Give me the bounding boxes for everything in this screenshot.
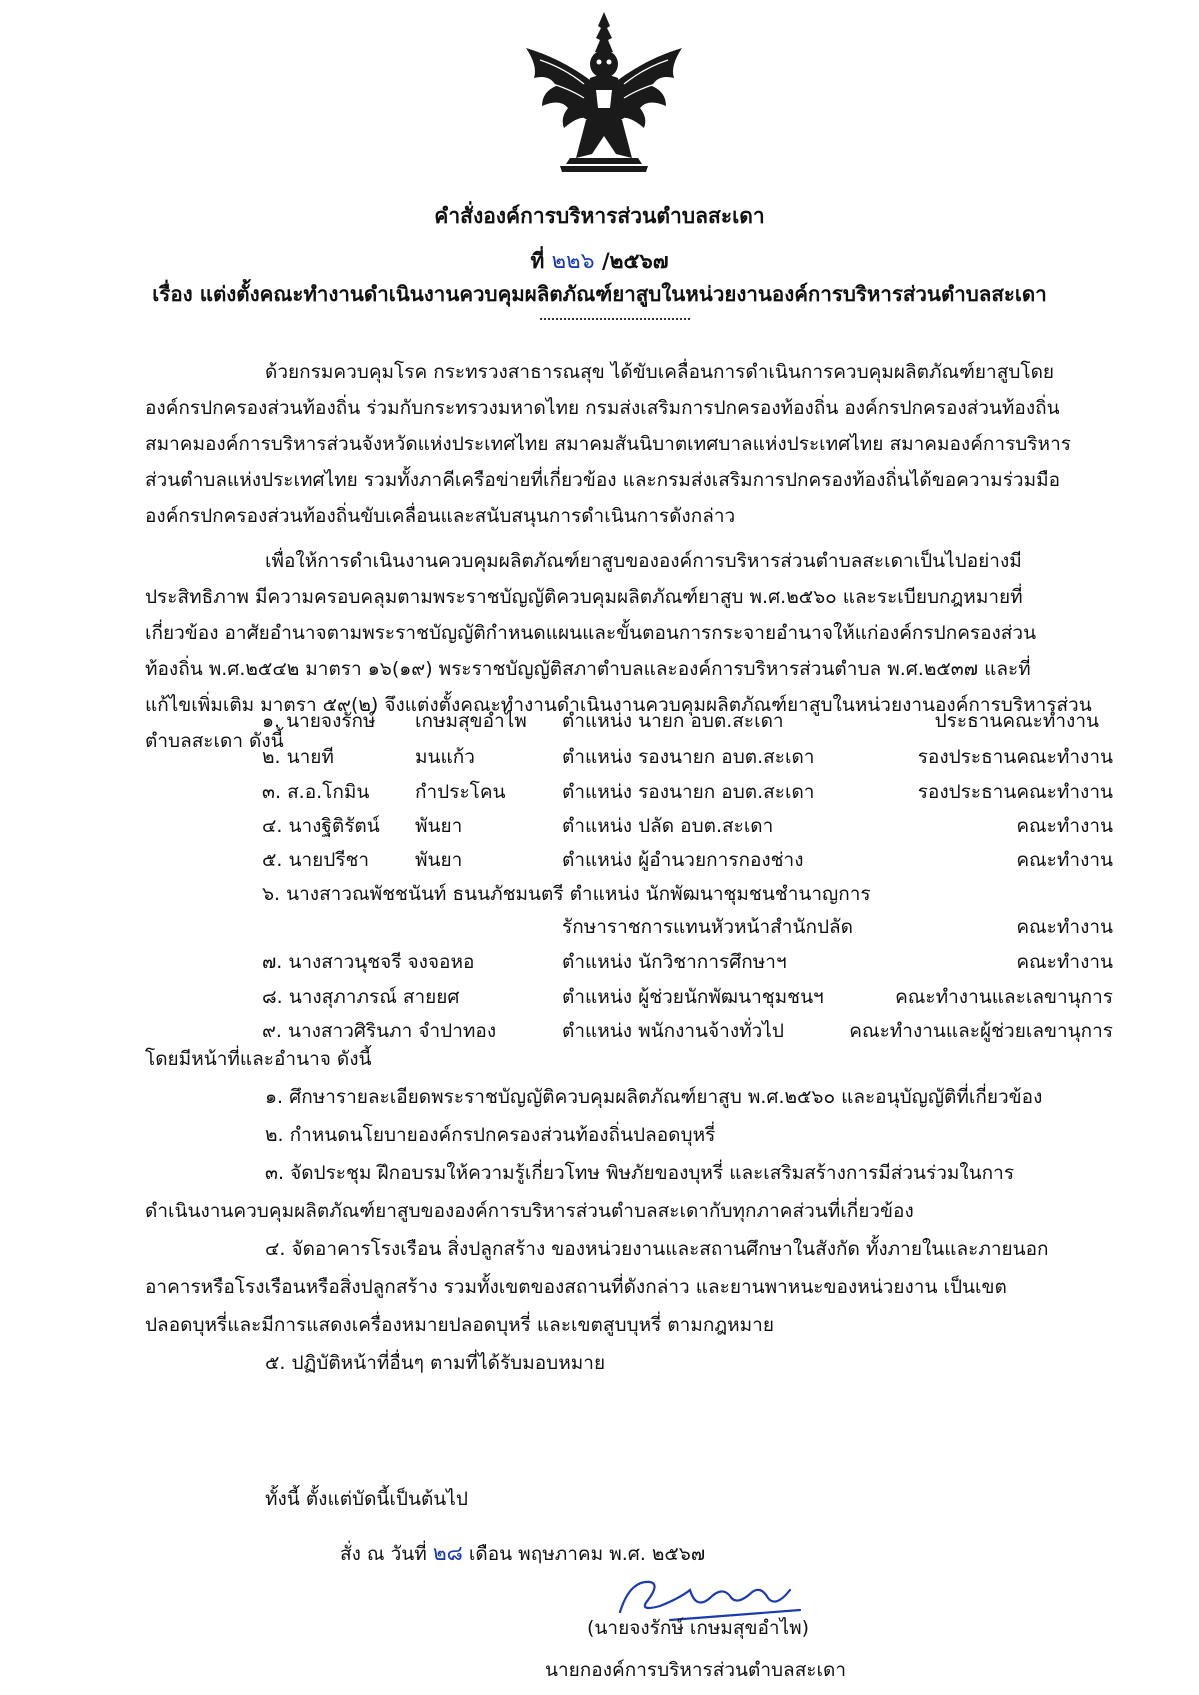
member-position: รักษาราชการแทนหัวหน้าสำนักปลัด xyxy=(562,916,853,938)
member-role: คณะทำงาน xyxy=(1016,815,1113,837)
member-role: ประธานคณะทำงาน xyxy=(934,710,1099,732)
order-number-year: /๒๕๖๗ xyxy=(601,249,669,273)
duty-item: ๑. ศึกษารายละเอียดพระราชบัญญัติควบคุมผลิตภัณฑ์ยาสูบ พ.ศ.๒๕๖๐ และอนุบัญญัติที่เกี่ยวข้อง xyxy=(265,1086,1043,1108)
order-title: คำสั่งองค์การบริหารส่วนตำบลสะเดา xyxy=(434,204,765,228)
member-row xyxy=(0,704,1199,738)
member-position: ตำแหน่ง นักวิชาการศึกษาฯ xyxy=(562,951,787,973)
paragraph-line: ประสิทธิภาพ มีความครอบคลุมตามพระราชบัญญัติควบคุมผลิตภัณฑ์ยาสูบ พ.ศ.๒๕๖๐ และระเบียบกฎหมายที่ xyxy=(145,586,1023,608)
garuda-emblem-icon xyxy=(520,8,688,180)
paragraph-background xyxy=(145,354,1105,534)
paragraph-line: แก้ไขเพิ่มเติม มาตรา ๕๙(๒) จึงแต่งตั้งคณะทำงานดำเนินงานควบคุมผลิตภัณฑ์ยาสูบในหน่วยงานองค์การบริหารส่วน xyxy=(145,694,1092,716)
order-date-prefix: สั่ง ณ วันที่ xyxy=(340,1543,427,1565)
member-row xyxy=(0,809,1199,843)
member-name: ๕. นายปรีชา xyxy=(262,849,370,871)
member-role: คณะทำงาน xyxy=(1016,849,1113,871)
order-number xyxy=(0,243,1199,278)
duties-intro: โดยมีหน้าที่และอำนาจ ดังนี้ xyxy=(145,1048,372,1070)
member-row xyxy=(0,945,1199,979)
paragraph-line: เพื่อให้การดำเนินงานควบคุมผลิตภัณฑ์ยาสูบขององค์การบริหารส่วนตำบลสะเดาเป็นไปอย่างมี xyxy=(265,550,1022,572)
member-name: ๒. นายที xyxy=(262,746,334,768)
order-day-handwritten: ๒๘ xyxy=(432,1541,463,1565)
signatory-position: นายกองค์การบริหารส่วนตำบลสะเดา xyxy=(545,1659,847,1681)
duty-item: ดำเนินงานควบคุมผลิตภัณฑ์ยาสูบขององค์การบริหารส่วนตำบลสะเดากับทุกภาคส่วนที่เกี่ยวข้อง xyxy=(145,1200,914,1222)
member-name: ๑. นายจงรักษ์ xyxy=(262,710,376,732)
member-position: ตำแหน่ง รองนายก อบต.สะเดา xyxy=(562,746,815,768)
order-number-prefix: ที่ xyxy=(530,249,545,273)
member-surname: มนแก้ว xyxy=(415,746,475,768)
title-divider xyxy=(540,318,690,320)
member-position: ตำแหน่ง รองนายก อบต.สะเดา xyxy=(562,781,815,803)
member-position: ตำแหน่ง นายก อบต.สะเดา xyxy=(562,710,784,732)
duty-item: ปลอดบุหรี่และมีการแสดงเครื่องหมายปลอดบุหรี่ และเขตสูบบุหรี่ ตามกฎหมาย xyxy=(145,1314,774,1336)
member-role: รองประธานคณะทำงาน xyxy=(917,746,1113,768)
member-surname: พันยา xyxy=(415,849,463,871)
duty-item: ๔. จัดอาคารโรงเรือน สิ่งปลูกสร้าง ของหน่วยงานและสถานศึกษาในสังกัด ทั้งภายในและภายนอก xyxy=(265,1238,1049,1260)
duty-item: ๕. ปฏิบัติหน้าที่อื่นๆ ตามที่ได้รับมอบหมาย xyxy=(265,1352,606,1374)
paragraph-line: ส่วนตำบลแห่งประเทศไทย รวมทั้งภาคีเครือข่ายที่เกี่ยวข้อง และกรมส่งเสริมการปกครองท้องถิ่นได้ขอความร่วมมือ xyxy=(145,469,1061,491)
member-name: ๗. นางสาวนุชจรี จงจอหอ xyxy=(262,951,475,973)
member-surname: เกษมสุขอำไพ xyxy=(415,710,527,732)
member-row xyxy=(0,843,1199,877)
member-position: ตำแหน่ง ผู้อำนวยการกองช่าง xyxy=(562,849,804,871)
paragraph-line: องค์กรปกครองส่วนท้องถิ่นขับเคลื่อนและสนับสนุนการดำเนินการดังกล่าว xyxy=(145,505,736,527)
member-surname: กำประโคน xyxy=(415,781,506,803)
member-role: คณะทำงาน xyxy=(1016,951,1113,973)
member-role: คณะทำงาน xyxy=(1016,916,1113,938)
member-name: ๙. นางสาวศิรินภา จำปาทอง xyxy=(262,1020,497,1042)
paragraph-line: ด้วยกรมควบคุมโรค กระทรวงสาธารณสุข ได้ขับเคลื่อนการดำเนินการควบคุมผลิตภัณฑ์ยาสูบโดย xyxy=(265,361,1055,383)
paragraph-line: สมาคมองค์การบริหารส่วนจังหวัดแห่งประเทศไทย สมาคมสันนิบาตเทศบาลแห่งประเทศไทย สมาคมองค์การบริหาร xyxy=(145,433,1071,455)
member-role: คณะทำงานและผู้ช่วยเลขานุการ xyxy=(849,1020,1113,1042)
member-name: ๘. นางสุภาภรณ์ สายยศ xyxy=(262,986,460,1008)
member-row xyxy=(0,980,1199,1014)
member-role: รองประธานคณะทำงาน xyxy=(917,781,1113,803)
paragraph-line: เกี่ยวข้อง อาศัยอำนาจตามพระราชบัญญัติกำหนดแผนและขั้นตอนการกระจายอำนาจให้แก่องค์กรปกครองส่วน xyxy=(145,622,1037,644)
member-name: ๖. นางสาวณพัชชนันท์ ธนนภัชมนตรี ตำแหน่ง นักพัฒนาชุมชนชำนาญการ xyxy=(262,883,871,905)
duties-list xyxy=(145,1040,1105,1382)
member-name: ๓. ส.อ.โกมิน xyxy=(262,781,370,803)
member-row xyxy=(0,910,1199,944)
order-date-suffix: เดือน พฤษภาคม พ.ศ. ๒๕๖๗ xyxy=(468,1543,706,1565)
duty-item: ๓. จัดประชุม ฝึกอบรมให้ความรู้เกี่ยวโทษ พิษภัยของบุหรี่ และเสริมสร้างการมีส่วนร่วมในการ xyxy=(265,1162,1015,1184)
member-position: ตำแหน่ง ผู้ช่วยนักพัฒนาชุมชนฯ xyxy=(562,986,824,1008)
paragraph-line: องค์กรปกครองส่วนท้องถิ่น ร่วมกับกระทรวงมหาดไทย กรมส่งเสริมการปกครองท้องถิ่น องค์กรปกครองส่วนท้องถิ่น xyxy=(145,397,1060,419)
effective-clause: ทั้งนี้ ตั้งแต่บัดนี้เป็นต้นไป xyxy=(265,1488,468,1510)
order-number-handwritten: ๒๒๖ xyxy=(551,249,595,274)
member-row xyxy=(0,775,1199,809)
paragraph-line: ท้องถิ่น พ.ศ.๒๕๔๒ มาตรา ๑๖(๑๙) พระราชบัญญัติสภาตำบลและองค์การบริหารส่วนตำบล พ.ศ.๒๕๓๗ และที่ xyxy=(145,658,1031,680)
member-surname: พันยา xyxy=(415,815,463,837)
member-name: ๔. นางฐิติรัตน์ xyxy=(262,815,380,837)
order-subject: เรื่อง แต่งตั้งคณะทำงานดำเนินงานควบคุมผลิตภัณฑ์ยาสูบในหน่วยงานองค์การบริหารส่วนตำบลสะเดา xyxy=(152,282,1047,306)
member-role: คณะทำงานและเลขานุการ xyxy=(895,986,1113,1008)
signatory-name: (นายจงรักษ์ เกษมสุขอำไพ) xyxy=(587,1617,810,1639)
duty-item: อาคารหรือโรงเรือนหรือสิ่งปลูกสร้าง รวมทั้งเขตของสถานที่ดังกล่าว และยานพาหนะของหน่วยงาน เป็นเขต xyxy=(145,1276,1007,1298)
member-position: ตำแหน่ง พนักงานจ้างทั่วไป xyxy=(562,1020,784,1042)
member-row xyxy=(0,877,1199,911)
paragraph-line: ตำบลสะเดา ดังนี้ xyxy=(145,730,284,752)
member-position: ตำแหน่ง ปลัด อบต.สะเดา xyxy=(562,815,774,837)
duty-item: ๒. กำหนดนโยบายองค์กรปกครองส่วนท้องถิ่นปลอดบุหรี่ xyxy=(265,1124,716,1146)
member-row xyxy=(0,740,1199,774)
